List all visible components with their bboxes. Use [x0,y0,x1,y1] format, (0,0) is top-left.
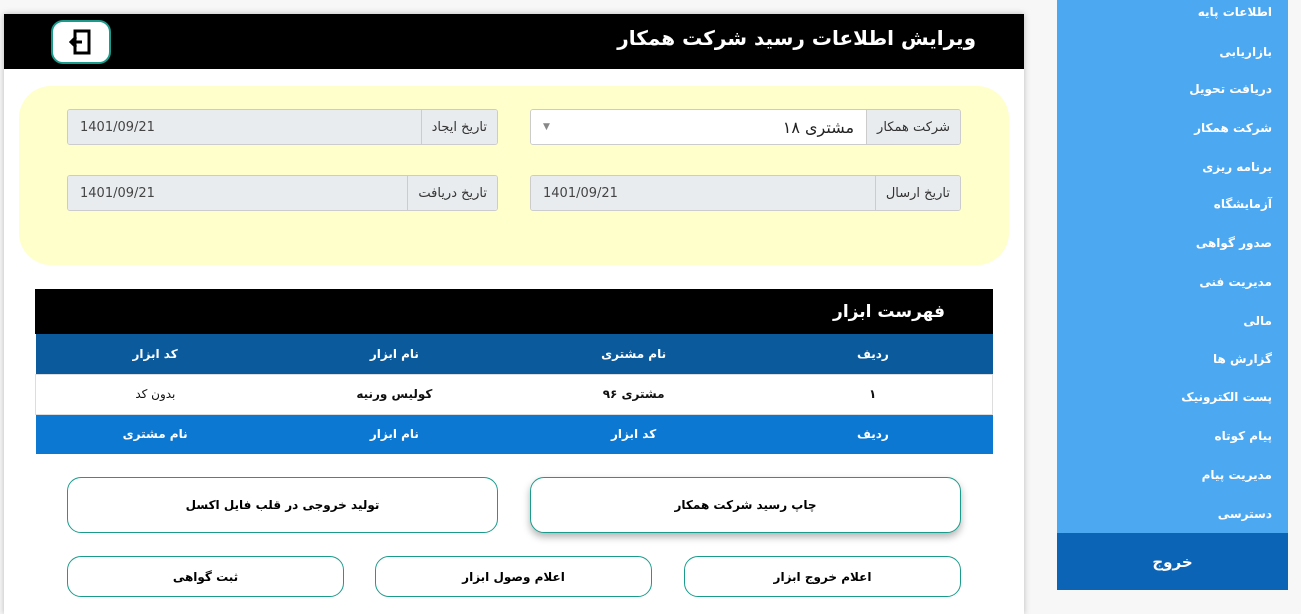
partner-select[interactable] [531,110,866,144]
sidebar-item[interactable]: پست الکترونیک [1181,390,1272,404]
table-cell: بدون کد [135,387,176,401]
chevron-down-icon: ▼ [543,122,550,132]
tools-table [35,334,993,454]
logout-button[interactable]: خروج [1057,533,1288,590]
created-date-field [67,109,498,145]
column-footer: نام ابزار [369,427,419,442]
sent-date-label: تاریخ ارسال [875,176,960,210]
sidebar-item[interactable]: آزمایشگاه [1213,197,1272,211]
table-header-row [36,334,993,374]
sidebar-item[interactable]: مدیریت پیام [1201,468,1272,482]
sidebar-item[interactable]: مالی [1243,314,1272,328]
sidebar-item[interactable]: بازاریابی [1219,45,1272,59]
register-certificate-button[interactable]: ثبت گواهی [67,556,344,597]
back-button[interactable] [51,20,111,64]
sidebar-item[interactable]: دسترسی [1217,507,1272,521]
tool-exit-button[interactable]: اعلام خروج ابزار [684,556,961,597]
column-footer: نام مشتری [122,427,188,442]
sidebar-item[interactable]: اطلاعات پایه [1197,5,1272,19]
partner-label: شرکت همکار [866,110,960,144]
column-header: نام مشتری [601,346,667,361]
sent-date-field [530,175,961,211]
received-date-label: تاریخ دریافت [407,176,497,210]
sidebar [1057,0,1288,590]
receipt-form [19,86,1009,265]
created-date-label: تاریخ ایجاد [421,110,497,144]
received-date-field [67,175,498,211]
created-date-input[interactable]: 1401/09/21 [68,110,421,144]
sidebar-item[interactable]: دریافت تحویل [1189,82,1272,96]
sidebar-item[interactable]: مدیریت فنی [1199,275,1272,289]
column-header: ردیف [856,346,889,361]
table-cell: ۱ [868,387,877,401]
table-footer-row [36,414,993,454]
partner-field [530,109,961,145]
tools-title: فهرست ابزار [35,289,993,334]
page-title: ویرایش اطلاعات رسید شرکت همکار [617,26,976,50]
sidebar-item[interactable]: صدور گواهی [1195,236,1272,250]
table-row[interactable] [36,374,993,414]
sidebar-item[interactable]: پیام کوتاه [1214,429,1272,443]
column-footer: ردیف [856,427,889,442]
main-panel [4,14,1024,614]
received-date-input[interactable]: 1401/09/21 [68,176,407,210]
excel-export-button[interactable]: تولید خروجی در قلب فایل اکسل [67,477,498,533]
print-receipt-button[interactable]: چاپ رسید شرکت همکار [530,477,961,533]
partner-value: مشتری ۱۸ [782,117,855,137]
tool-arrival-button[interactable]: اعلام وصول ابزار [375,556,652,597]
table-cell: مشتری ۹۶ [602,387,665,401]
sidebar-item[interactable]: برنامه ریزی [1202,160,1272,174]
table-cell: کولیس ورنیه [356,387,433,401]
sign-out-icon [69,29,93,55]
sidebar-item[interactable]: شرکت همکار [1194,121,1272,135]
sidebar-item[interactable]: گزارش ها [1212,352,1272,366]
column-header: کد ابزار [132,346,178,361]
sent-date-input[interactable]: 1401/09/21 [531,176,875,210]
column-header: نام ابزار [369,346,419,361]
page-header [4,14,1024,69]
column-footer: کد ابزار [611,427,657,442]
